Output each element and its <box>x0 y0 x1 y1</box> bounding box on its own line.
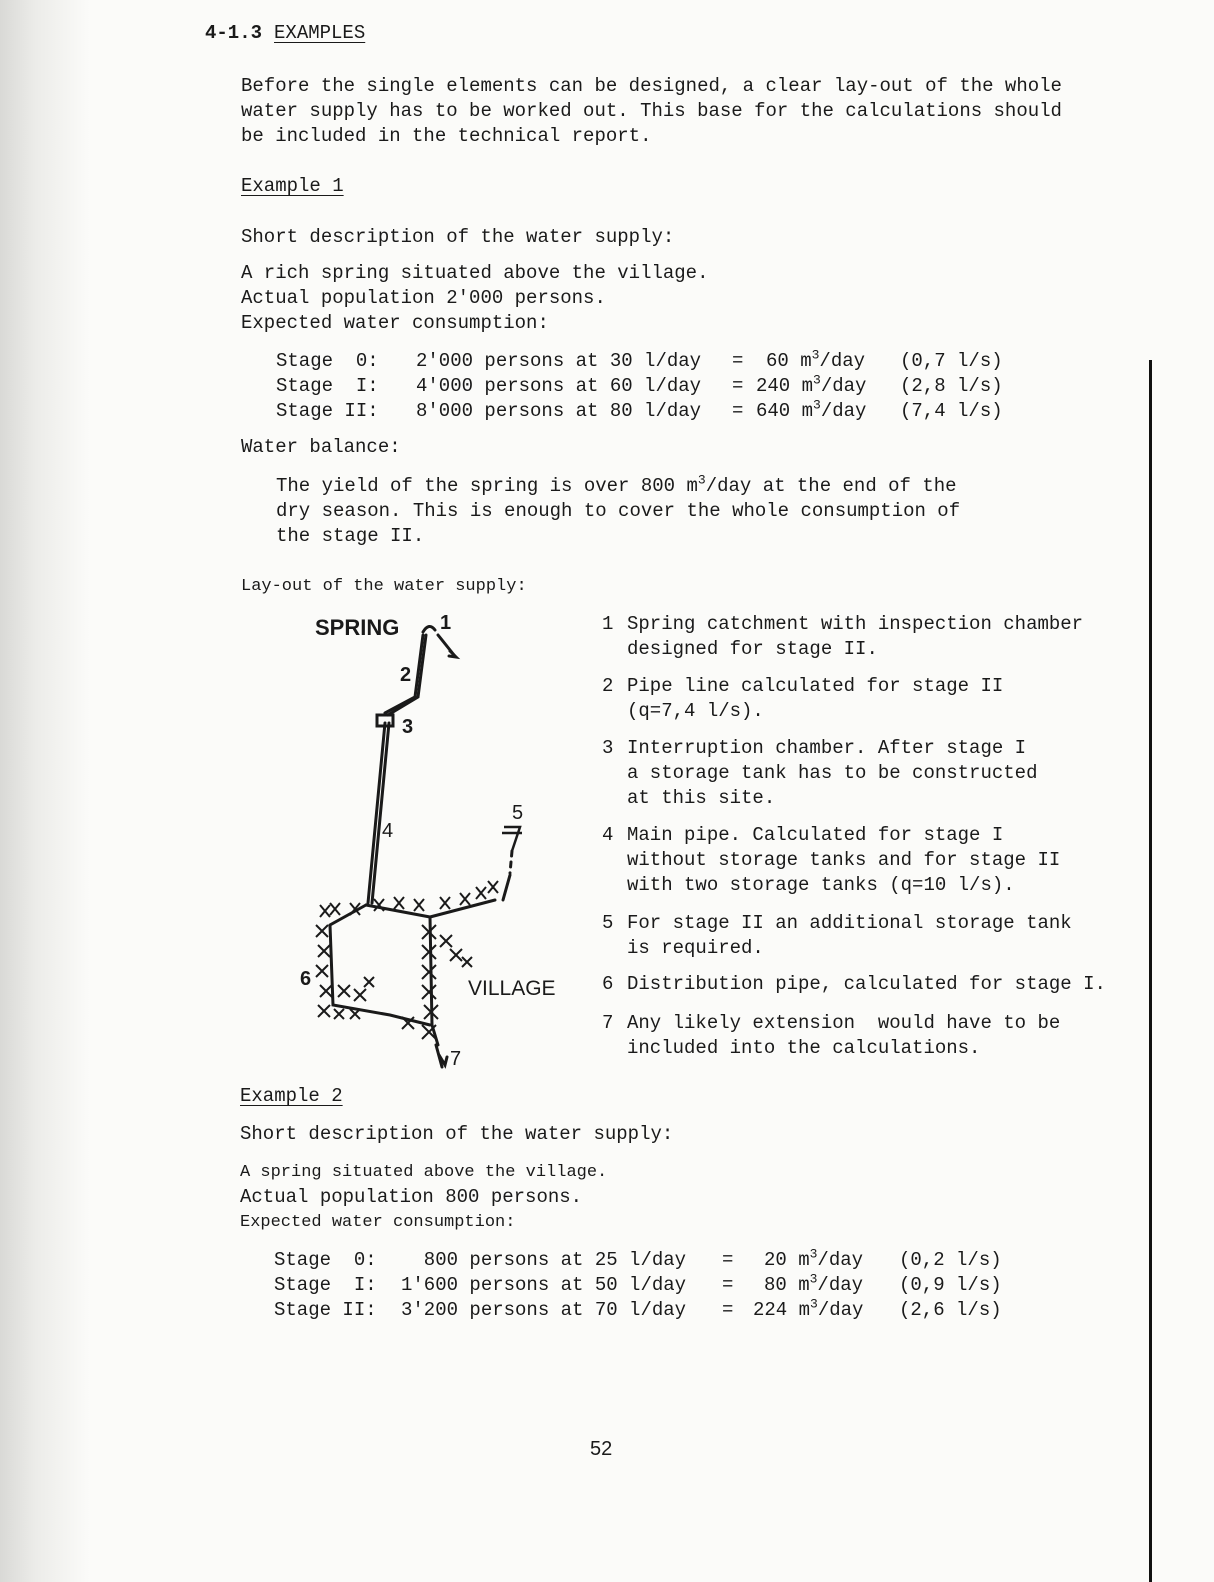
balance-line-3: the stage II. <box>276 525 425 547</box>
layout-heading: Lay-out of the water supply: <box>241 577 527 596</box>
village-label: VILLAGE <box>468 977 556 1000</box>
example1-desc-heading: Short description of the water supply: <box>241 226 675 248</box>
example1-heading: Example 1 <box>241 175 344 197</box>
example2-desc-line-1: A spring situated above the village. <box>240 1163 608 1182</box>
layout-sketch <box>290 605 590 1080</box>
example2-heading: Example 2 <box>240 1085 343 1107</box>
marker-3: 3 <box>402 716 414 738</box>
marker-2: 2 <box>400 664 412 686</box>
example1-desc-line-1: A rich spring situated above the village. <box>241 262 709 284</box>
example2-desc-line-2: Actual population 800 persons. <box>240 1186 583 1208</box>
marker-6: 6 <box>300 968 312 990</box>
intro-line-3: be included in the technical report. <box>241 125 652 147</box>
marker-1: 1 <box>440 612 452 634</box>
scan-shadow-left <box>0 0 90 1582</box>
balance-line-1: The yield of the spring is over 800 $m^3$/day at the end of the <box>276 472 957 497</box>
balance-line-2: dry season. This is enough to cover the whole consumption of <box>276 500 961 522</box>
example2-desc-line-3: Expected water consumption: <box>240 1213 516 1232</box>
storage-tank-icon <box>502 827 522 851</box>
example1-desc-line-2: Actual population 2'000 persons. <box>241 287 606 309</box>
marker-4: 4 <box>382 820 394 842</box>
water-balance-heading: Water balance: <box>241 436 401 458</box>
intro-line-1: Before the single elements can be designed, a clear lay-out of the whole <box>241 75 1062 97</box>
water-supply-layout-diagram <box>290 605 590 1080</box>
marker-5: 5 <box>512 802 524 824</box>
village-hatching <box>316 881 498 1039</box>
scan-edge-right <box>1149 360 1152 1582</box>
marker-7: 7 <box>450 1048 462 1070</box>
pipe-lines <box>330 626 512 1067</box>
spring-label: SPRING <box>315 615 400 640</box>
intro-line-2: water supply has to be worked out. This base for the calculations should <box>241 100 1062 122</box>
section-title: EXAMPLES <box>274 22 366 44</box>
page-number: 52 <box>590 1438 613 1460</box>
example2-desc-heading: Short description of the water supply: <box>240 1123 674 1145</box>
example1-desc-line-3: Expected water consumption: <box>241 312 549 334</box>
section-heading <box>205 22 365 44</box>
section-number: 4-1.3 <box>205 22 263 44</box>
